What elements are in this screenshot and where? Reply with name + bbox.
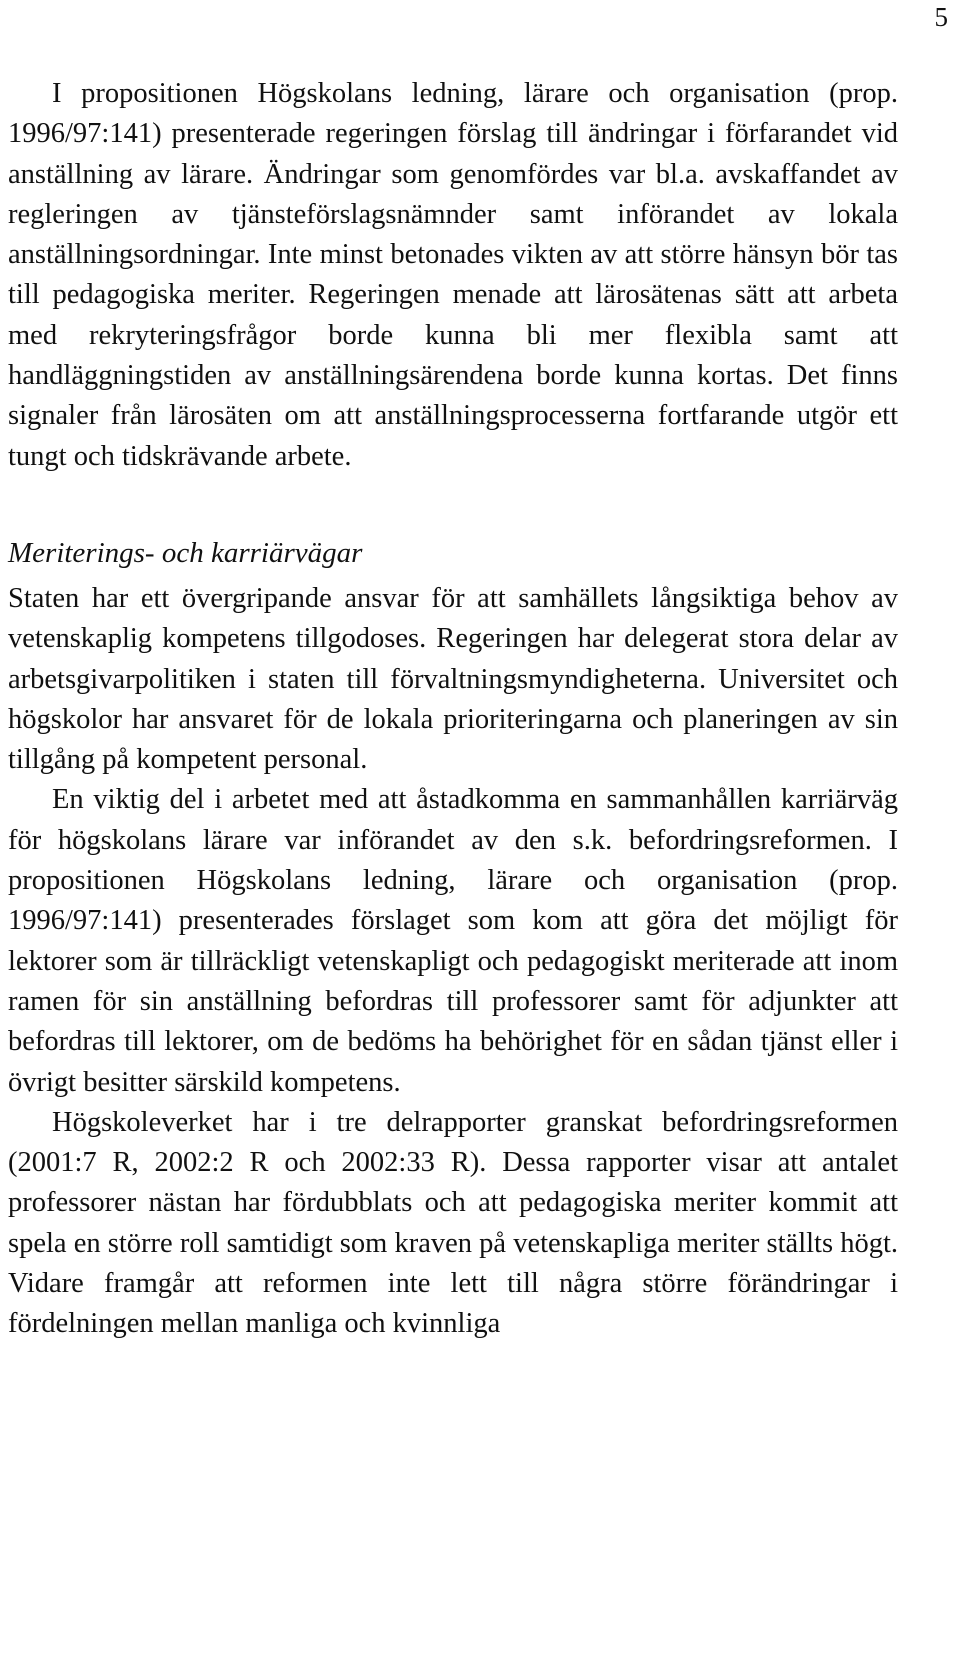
section-heading: Meriterings- och karriärvägar — [8, 536, 363, 569]
page-number: 5 — [934, 2, 948, 32]
section-paragraph-2: En viktig del i arbetet med att åstadkomma en sammanhållen karriärväg för högskolans lärare var införandet av den s.k. befordringsreformen. I propositionen Högskolans ledning, lärare och organisation (prop. 1996/97:141) presenterades förslaget som kom att göra det möjligt för lektorer som är tillräckligt vetenskapligt och pedagogiskt meriterade att inom ramen för sin anställning befordras till professorer samt för adjunkter att befordras till lektorer, om de bedöms ha behörighet för en sådan tjänst eller i övrigt besitter särskild kompetens. — [8, 784, 898, 1098]
intro-paragraph: I propositionen Högskolans ledning, lärare och organisation (prop. 1996/97:141) presenterade regeringen förslag till ändringar i förfarandet vid anställning av lärare. Ändringar som genomfördes var bl.a. avskaffandet av regleringen av tjänsteförslagsnämnder samt införandet av lokala anställningsordningar. Inte minst betonades vikten av att större hänsyn bör tas till pedagogiska meriter. Regeringen menade att lärosätenas sätt att arbeta med rekryteringsfrågor borde kunna bli mer flexibla samt att handläggningstiden av anställningsärendena borde kunna kortas. Det finns signaler från lärosäten om att anställningsprocesserna fortfarande utgör ett tungt och tidskrävande arbete. — [8, 78, 898, 472]
document-page — [8, 0, 948, 1669]
section-paragraph-1: Staten har ett övergripande ansvar för att samhällets långsiktiga behov av vetenskaplig kompetens tillgodoses. Regeringen har delegerat stora delar av arbetsgivarpolitiken i staten till förvaltningsmyndigheterna. Universitet och högskolor har ansvaret för de lokala prioriteringarna och planeringen av sin tillgång på kompetent personal. — [8, 582, 898, 776]
page-content — [8, 74, 898, 1345]
section-paragraph-3: Högskoleverket har i tre delrapporter granskat befordringsreformen (2001:7 R, 2002:2 R och 2002:33 R). Dessa rapporter visar att antalet professorer nästan har fördubblats och att pedagogiska meriter kommit att spela en större roll samtidigt som kraven på vetenskapliga meriter ställts högt. Vidare framgår att reformen inte lett till några större förändringar i fördelningen mellan manliga och kvinnliga — [8, 1106, 898, 1340]
section-spacer — [8, 477, 898, 533]
